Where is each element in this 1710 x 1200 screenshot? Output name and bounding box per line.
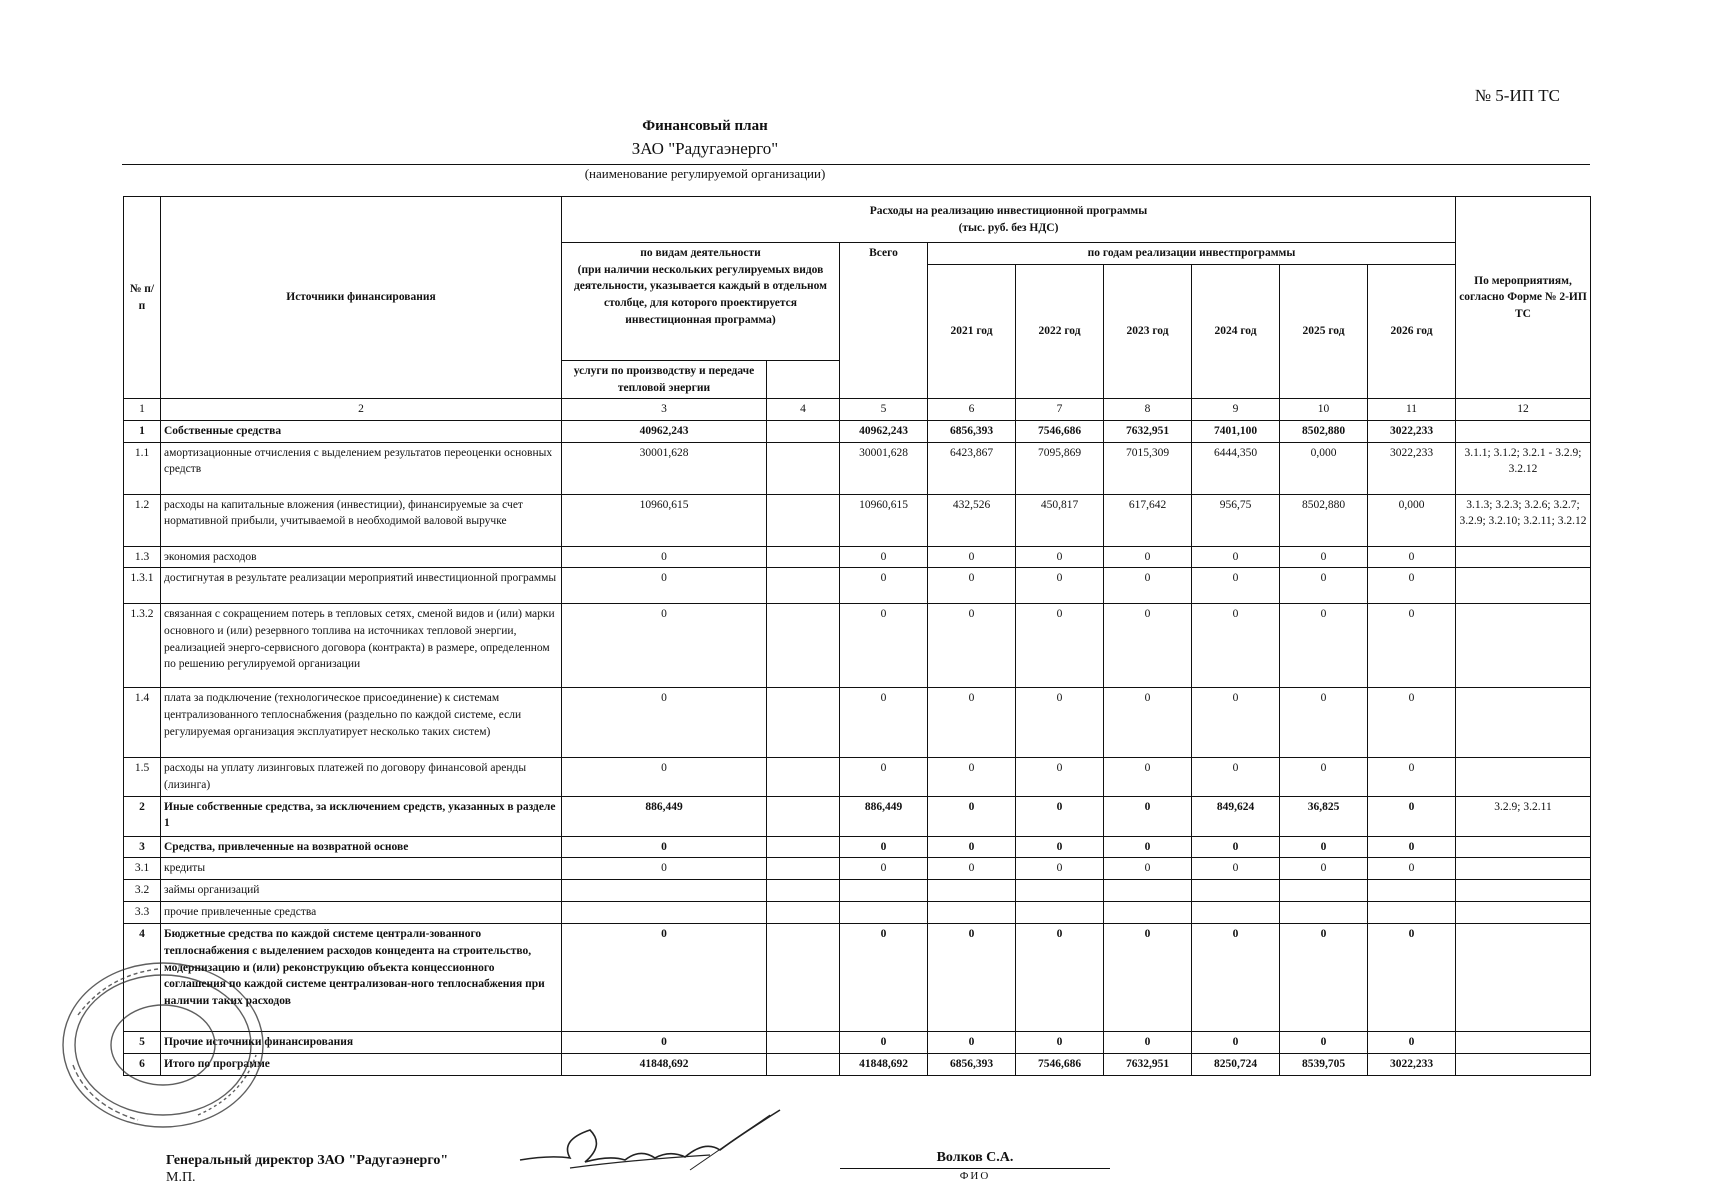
cell-2025: 0 xyxy=(1280,924,1368,1032)
cell-2024: 0 xyxy=(1192,1032,1280,1054)
col-number: 12 xyxy=(1456,399,1591,421)
cell-2023: 7632,951 xyxy=(1104,1054,1192,1076)
table-row xyxy=(124,546,1591,568)
cell-2025 xyxy=(1280,880,1368,902)
header-col-4-blank xyxy=(767,361,840,399)
header-year-2026: 2026 год xyxy=(1368,265,1456,399)
cell-2025: 0 xyxy=(1280,758,1368,796)
cell-measures xyxy=(1456,880,1591,902)
cell-2024: 849,624 xyxy=(1192,796,1280,836)
cell-2024: 6444,350 xyxy=(1192,442,1280,494)
cell-total: 10960,615 xyxy=(840,494,928,546)
row-num: 3 xyxy=(124,836,161,858)
cell-2024: 0 xyxy=(1192,836,1280,858)
cell-col-4 xyxy=(767,758,840,796)
cell-2021: 0 xyxy=(928,1032,1016,1054)
table-row xyxy=(124,1054,1591,1076)
cell-col-4 xyxy=(767,796,840,836)
row-source-name: расходы на капитальные вложения (инвестиции), финансируемые за счет нормативной прибыли, учитываемой в необходимой валовой выручке xyxy=(161,494,562,546)
cell-heat-services: 0 xyxy=(562,836,767,858)
header-expenses-unit: (тыс. руб. без НДС) xyxy=(958,221,1059,234)
cell-2023: 0 xyxy=(1104,688,1192,758)
row-num: 1.3.2 xyxy=(124,604,161,688)
cell-2024: 0 xyxy=(1192,688,1280,758)
cell-2025: 36,825 xyxy=(1280,796,1368,836)
cell-col-4 xyxy=(767,924,840,1032)
cell-2025: 0 xyxy=(1280,836,1368,858)
cell-total: 0 xyxy=(840,836,928,858)
cell-2026: 0 xyxy=(1368,758,1456,796)
cell-measures xyxy=(1456,924,1591,1032)
cell-2023: 0 xyxy=(1104,604,1192,688)
signatory-position: Генеральный директор ЗАО "Радугаэнерго" xyxy=(166,1153,449,1168)
cell-2021 xyxy=(928,902,1016,924)
cell-measures: 3.1.1; 3.1.2; 3.2.1 - 3.2.9; 3.2.12 xyxy=(1456,442,1591,494)
table-row xyxy=(124,758,1591,796)
cell-2021: 0 xyxy=(928,858,1016,880)
cell-2026: 0 xyxy=(1368,604,1456,688)
cell-col-4 xyxy=(767,858,840,880)
row-source-name: Прочие источники финансирования xyxy=(161,1032,562,1054)
cell-2025: 8502,880 xyxy=(1280,421,1368,443)
cell-measures xyxy=(1456,546,1591,568)
cell-2025: 0 xyxy=(1280,688,1368,758)
cell-heat-services: 40962,243 xyxy=(562,421,767,443)
cell-2024 xyxy=(1192,880,1280,902)
cell-2022: 0 xyxy=(1016,546,1104,568)
row-num: 6 xyxy=(124,1054,161,1076)
row-num: 3.3 xyxy=(124,902,161,924)
row-num: 3.2 xyxy=(124,880,161,902)
cell-heat-services: 0 xyxy=(562,758,767,796)
cell-col-4 xyxy=(767,1054,840,1076)
table-row xyxy=(124,796,1591,836)
cell-2023: 0 xyxy=(1104,758,1192,796)
cell-col-4 xyxy=(767,688,840,758)
cell-2023 xyxy=(1104,902,1192,924)
cell-total: 0 xyxy=(840,688,928,758)
cell-2026 xyxy=(1368,902,1456,924)
cell-2024: 0 xyxy=(1192,546,1280,568)
column-numbers-row xyxy=(124,399,1591,421)
cell-total: 0 xyxy=(840,858,928,880)
col-number: 5 xyxy=(840,399,928,421)
cell-2022: 0 xyxy=(1016,796,1104,836)
table-row xyxy=(124,902,1591,924)
document-title-block xyxy=(0,118,1560,159)
cell-2024: 8250,724 xyxy=(1192,1054,1280,1076)
company-stamp-seal xyxy=(48,955,278,1135)
cell-heat-services: 10960,615 xyxy=(562,494,767,546)
organization-caption: (наименование регулируемой организации) xyxy=(584,166,826,181)
cell-2026: 0 xyxy=(1368,796,1456,836)
header-year-2022: 2022 год xyxy=(1016,265,1104,399)
cell-heat-services: 886,449 xyxy=(562,796,767,836)
cell-2026: 0 xyxy=(1368,688,1456,758)
cell-measures xyxy=(1456,421,1591,443)
cell-2023: 617,642 xyxy=(1104,494,1192,546)
stamp-place-label: М.П. xyxy=(166,1170,196,1185)
cell-2023 xyxy=(1104,880,1192,902)
organization-underline xyxy=(122,164,1590,165)
col-number: 11 xyxy=(1368,399,1456,421)
table-row xyxy=(124,924,1591,1032)
cell-2022: 7546,686 xyxy=(1016,1054,1104,1076)
cell-2023: 0 xyxy=(1104,858,1192,880)
cell-2026: 0,000 xyxy=(1368,494,1456,546)
cell-2022: 0 xyxy=(1016,688,1104,758)
cell-2023: 7015,309 xyxy=(1104,442,1192,494)
cell-col-4 xyxy=(767,604,840,688)
cell-measures: 3.1.3; 3.2.3; 3.2.6; 3.2.7; 3.2.9; 3.2.10; 3.2.11; 3.2.12 xyxy=(1456,494,1591,546)
cell-col-4 xyxy=(767,836,840,858)
header-year-2021: 2021 год xyxy=(928,265,1016,399)
cell-measures xyxy=(1456,836,1591,858)
table-row xyxy=(124,688,1591,758)
cell-heat-services: 0 xyxy=(562,568,767,604)
table-row xyxy=(124,880,1591,902)
cell-total: 0 xyxy=(840,546,928,568)
cell-measures xyxy=(1456,902,1591,924)
cell-2022: 0 xyxy=(1016,568,1104,604)
cell-2021: 0 xyxy=(928,836,1016,858)
cell-2025: 0 xyxy=(1280,568,1368,604)
row-source-name: Бюджетные средства по каждой системе централи-зованного теплоснабжения с выделением расходов концедента на строительство, модернизацию и (или) реконструкцию объекта концессионного соглашения по каждой системе централизован-ного теплоснабжения при наличии таких расходов xyxy=(161,924,562,1032)
table-row xyxy=(124,421,1591,443)
row-source-name: экономия расходов xyxy=(161,546,562,568)
cell-2026: 0 xyxy=(1368,568,1456,604)
row-source-name: Собственные средства xyxy=(161,421,562,443)
cell-measures xyxy=(1456,1054,1591,1076)
cell-2022: 7095,869 xyxy=(1016,442,1104,494)
table-row xyxy=(124,494,1591,546)
cell-2025: 0 xyxy=(1280,1032,1368,1054)
cell-heat-services: 0 xyxy=(562,546,767,568)
cell-2024: 0 xyxy=(1192,858,1280,880)
row-source-name: прочие привлеченные средства xyxy=(161,902,562,924)
cell-2024: 7401,100 xyxy=(1192,421,1280,443)
cell-total: 30001,628 xyxy=(840,442,928,494)
header-expenses xyxy=(562,197,1456,243)
cell-2022 xyxy=(1016,880,1104,902)
cell-2021 xyxy=(928,880,1016,902)
cell-2025: 0,000 xyxy=(1280,442,1368,494)
cell-2024: 0 xyxy=(1192,924,1280,1032)
row-source-name: связанная с сокращением потерь в тепловых сетях, сменой видов и (или) марки основного и (или) резервного топлива на источниках тепловой энергии, реализацией энерго-сервисного договора (контракта) в размере, определенном по решению регулируемой организации xyxy=(161,604,562,688)
organization-name: ЗАО "Радугаэнерго" xyxy=(631,139,779,158)
cell-2022 xyxy=(1016,902,1104,924)
cell-2026: 0 xyxy=(1368,836,1456,858)
header-by-activity-note: (при наличии нескольких регулируемых видов деятельности, указывается каждый в отдельном столбце, для которого проектируется инвестиционная программа) xyxy=(573,263,827,326)
cell-2026: 3022,233 xyxy=(1368,1054,1456,1076)
row-num: 1 xyxy=(124,421,161,443)
cell-2026: 0 xyxy=(1368,546,1456,568)
header-measures: По мероприятиям, согласно Форме № 2-ИП ТС xyxy=(1456,197,1591,399)
cell-2021: 0 xyxy=(928,796,1016,836)
row-num: 1.4 xyxy=(124,688,161,758)
cell-2022: 0 xyxy=(1016,758,1104,796)
row-source-name: Иные собственные средства, за исключением средств, указанных в разделе 1 xyxy=(161,796,562,836)
cell-2025: 8502,880 xyxy=(1280,494,1368,546)
col-number: 7 xyxy=(1016,399,1104,421)
cell-2026: 0 xyxy=(1368,1032,1456,1054)
row-num: 1.5 xyxy=(124,758,161,796)
cell-2021: 432,526 xyxy=(928,494,1016,546)
cell-2025 xyxy=(1280,902,1368,924)
document-number: № 5-ИП ТС xyxy=(1474,86,1560,105)
header-expenses-title: Расходы на реализацию инвестиционной программы xyxy=(869,204,1148,217)
cell-2023: 0 xyxy=(1104,836,1192,858)
cell-2021: 6423,867 xyxy=(928,442,1016,494)
signatory-name: Волков С.А. xyxy=(936,1150,1014,1165)
row-source-name: плата за подключение (технологическое присоединение) к системам централизованного теплоснабжения (раздельно по каждой системе, если регулируемая организация эксплуатирует несколько таких систем) xyxy=(161,688,562,758)
cell-2022: 0 xyxy=(1016,1032,1104,1054)
row-num: 1.3.1 xyxy=(124,568,161,604)
cell-heat-services: 0 xyxy=(562,924,767,1032)
table-body xyxy=(124,421,1591,1076)
cell-2021: 0 xyxy=(928,604,1016,688)
row-num: 4 xyxy=(124,924,161,1032)
cell-2023: 0 xyxy=(1104,796,1192,836)
col-number: 1 xyxy=(124,399,161,421)
cell-total: 0 xyxy=(840,1032,928,1054)
cell-measures xyxy=(1456,568,1591,604)
row-source-name: амортизационные отчисления с выделением результатов переоценки основных средств xyxy=(161,442,562,494)
table-row xyxy=(124,858,1591,880)
cell-heat-services: 0 xyxy=(562,1032,767,1054)
row-num: 1.2 xyxy=(124,494,161,546)
signatory-underline xyxy=(840,1168,1110,1169)
cell-measures xyxy=(1456,1032,1591,1054)
row-source-name: Средства, привлеченные на возвратной основе xyxy=(161,836,562,858)
cell-2025: 0 xyxy=(1280,858,1368,880)
cell-total xyxy=(840,880,928,902)
table-row xyxy=(124,1032,1591,1054)
cell-heat-services: 0 xyxy=(562,688,767,758)
col-number: 6 xyxy=(928,399,1016,421)
cell-2021: 6856,393 xyxy=(928,421,1016,443)
cell-2026: 3022,233 xyxy=(1368,421,1456,443)
header-year-2025: 2025 год xyxy=(1280,265,1368,399)
cell-heat-services: 30001,628 xyxy=(562,442,767,494)
table-row xyxy=(124,836,1591,858)
row-num: 1.3 xyxy=(124,546,161,568)
cell-col-4 xyxy=(767,546,840,568)
cell-heat-services: 41848,692 xyxy=(562,1054,767,1076)
row-source-name: займы организаций xyxy=(161,880,562,902)
row-source-name: Итого по программе xyxy=(161,1054,562,1076)
cell-2023: 7632,951 xyxy=(1104,421,1192,443)
cell-2026: 3022,233 xyxy=(1368,442,1456,494)
header-by-activity-title: по видам деятельности xyxy=(640,247,761,259)
row-source-name: расходы на уплату лизинговых платежей по договору финансовой аренды (лизинга) xyxy=(161,758,562,796)
header-heat-services: услуги по производству и передаче тепловой энергии xyxy=(562,361,767,399)
cell-measures xyxy=(1456,858,1591,880)
cell-col-4 xyxy=(767,494,840,546)
cell-2023: 0 xyxy=(1104,924,1192,1032)
header-total: Всего xyxy=(840,243,928,399)
cell-2026: 0 xyxy=(1368,858,1456,880)
cell-2021: 6856,393 xyxy=(928,1054,1016,1076)
cell-2021: 0 xyxy=(928,924,1016,1032)
cell-total: 0 xyxy=(840,924,928,1032)
row-num: 3.1 xyxy=(124,858,161,880)
cell-2021: 0 xyxy=(928,688,1016,758)
cell-measures xyxy=(1456,758,1591,796)
cell-heat-services: 0 xyxy=(562,858,767,880)
cell-2021: 0 xyxy=(928,568,1016,604)
row-source-name: достигнутая в результате реализации мероприятий инвестиционной программы xyxy=(161,568,562,604)
table-header xyxy=(124,197,1591,421)
cell-2023: 0 xyxy=(1104,568,1192,604)
header-num: № п/п xyxy=(124,197,161,399)
col-number: 4 xyxy=(767,399,840,421)
cell-2024: 0 xyxy=(1192,758,1280,796)
cell-2026: 0 xyxy=(1368,924,1456,1032)
cell-2022: 450,817 xyxy=(1016,494,1104,546)
cell-total: 0 xyxy=(840,604,928,688)
cell-2022: 0 xyxy=(1016,858,1104,880)
handwritten-signature xyxy=(510,1100,790,1190)
table-row xyxy=(124,442,1591,494)
col-number: 3 xyxy=(562,399,767,421)
cell-measures: 3.2.9; 3.2.11 xyxy=(1456,796,1591,836)
cell-2024 xyxy=(1192,902,1280,924)
cell-2023: 0 xyxy=(1104,546,1192,568)
cell-2025: 8539,705 xyxy=(1280,1054,1368,1076)
cell-col-4 xyxy=(767,442,840,494)
row-num: 1.1 xyxy=(124,442,161,494)
cell-heat-services: 0 xyxy=(562,604,767,688)
col-number: 10 xyxy=(1280,399,1368,421)
cell-total: 40962,243 xyxy=(840,421,928,443)
cell-heat-services xyxy=(562,902,767,924)
cell-col-4 xyxy=(767,568,840,604)
table-row xyxy=(124,568,1591,604)
cell-col-4 xyxy=(767,421,840,443)
row-num: 5 xyxy=(124,1032,161,1054)
header-by-activity xyxy=(562,243,840,361)
cell-2021: 0 xyxy=(928,758,1016,796)
cell-col-4 xyxy=(767,902,840,924)
cell-2022: 0 xyxy=(1016,604,1104,688)
col-number: 2 xyxy=(161,399,562,421)
cell-2024: 0 xyxy=(1192,604,1280,688)
cell-2025: 0 xyxy=(1280,604,1368,688)
cell-2022: 0 xyxy=(1016,924,1104,1032)
cell-col-4 xyxy=(767,880,840,902)
cell-measures xyxy=(1456,688,1591,758)
cell-total: 0 xyxy=(840,758,928,796)
cell-2024: 0 xyxy=(1192,568,1280,604)
row-num: 2 xyxy=(124,796,161,836)
cell-2025: 0 xyxy=(1280,546,1368,568)
col-number: 9 xyxy=(1192,399,1280,421)
cell-col-4 xyxy=(767,1032,840,1054)
cell-2022: 7546,686 xyxy=(1016,421,1104,443)
cell-2023: 0 xyxy=(1104,1032,1192,1054)
fio-caption: ФИО xyxy=(959,1170,991,1182)
row-source-name: кредиты xyxy=(161,858,562,880)
document-title: Финансовый план xyxy=(642,118,768,134)
cell-measures xyxy=(1456,604,1591,688)
cell-total: 41848,692 xyxy=(840,1054,928,1076)
cell-total xyxy=(840,902,928,924)
financial-plan-table xyxy=(123,196,1591,1076)
header-sources: Источники финансирования xyxy=(161,197,562,399)
cell-total: 0 xyxy=(840,568,928,604)
cell-2026 xyxy=(1368,880,1456,902)
col-number: 8 xyxy=(1104,399,1192,421)
cell-2022: 0 xyxy=(1016,836,1104,858)
header-year-2023: 2023 год xyxy=(1104,265,1192,399)
cell-total: 886,449 xyxy=(840,796,928,836)
header-by-years: по годам реализации инвестпрограммы xyxy=(928,243,1456,265)
table-row xyxy=(124,604,1591,688)
header-year-2024: 2024 год xyxy=(1192,265,1280,399)
cell-2021: 0 xyxy=(928,546,1016,568)
cell-heat-services xyxy=(562,880,767,902)
cell-2024: 956,75 xyxy=(1192,494,1280,546)
